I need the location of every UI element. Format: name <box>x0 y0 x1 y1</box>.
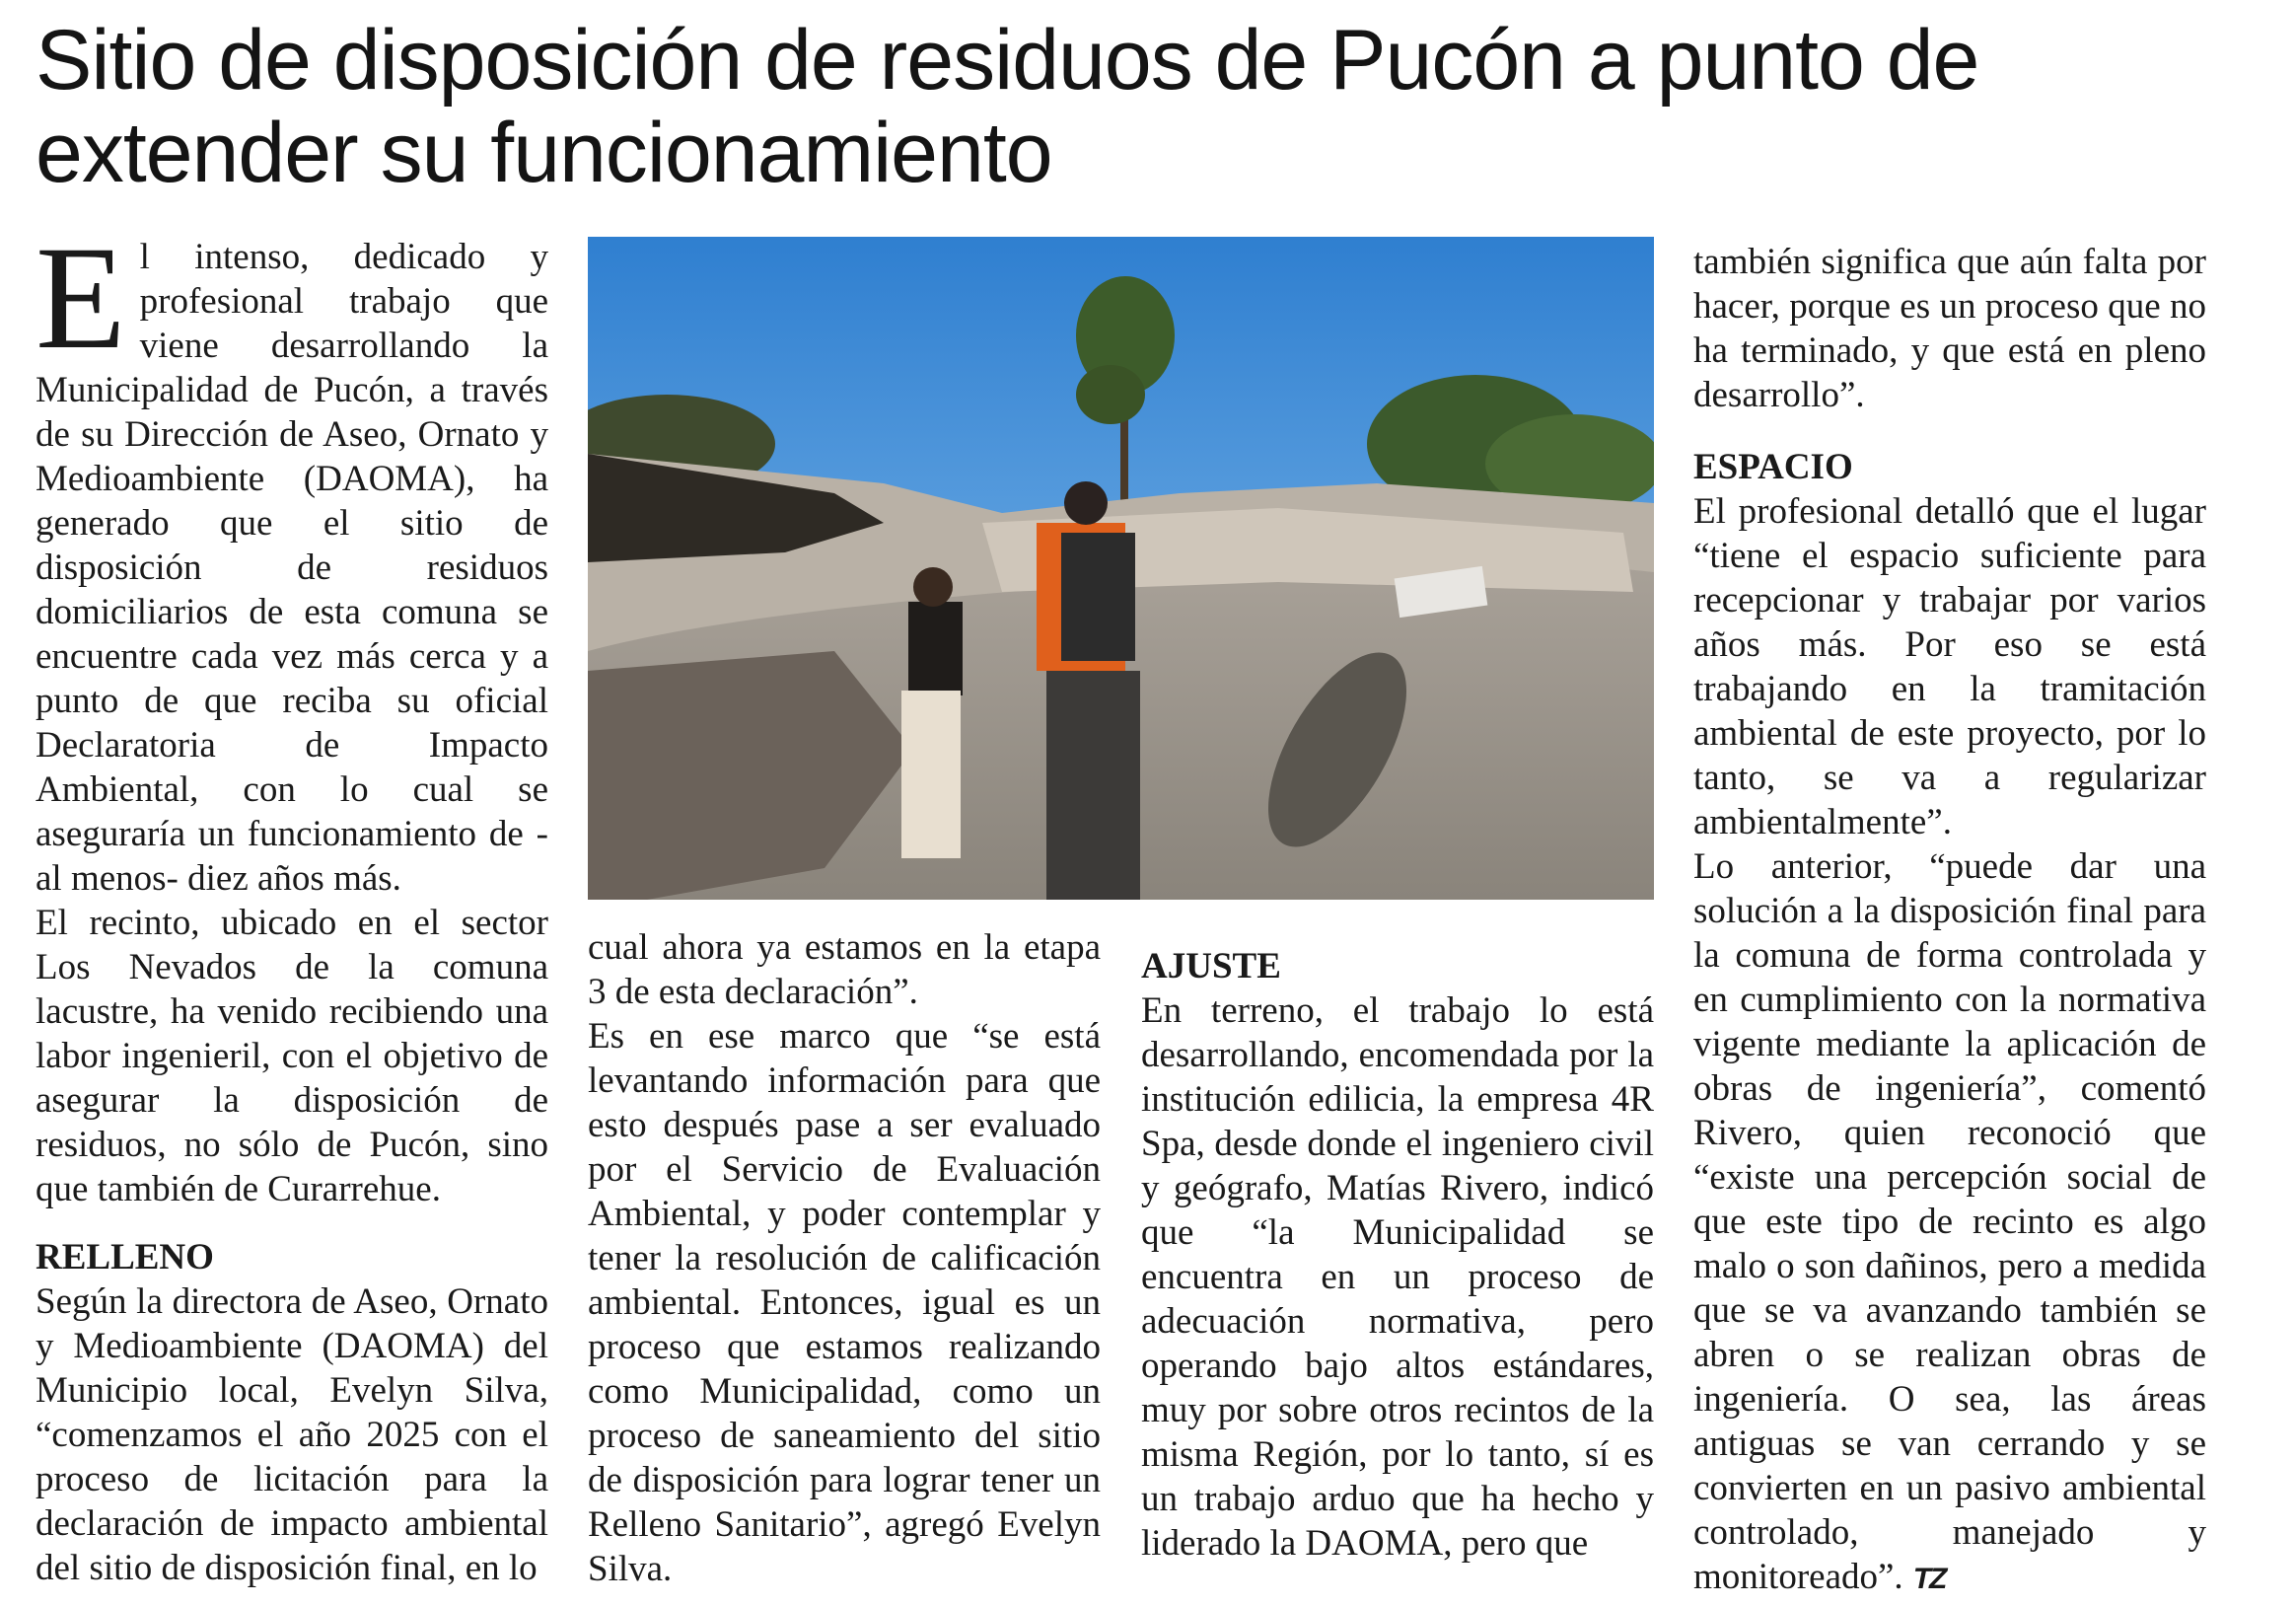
headline: Sitio de disposición de residuos de Pucón a punto de extender su funcionamiento <box>36 13 1979 200</box>
section-heading-relleno: RELLENO <box>36 1237 214 1278</box>
endmark-logo: TZ <box>1912 1563 1946 1595</box>
column-4 <box>1693 240 2206 1601</box>
espacio-paragraph-1: El profesional detalló que el lugar “tiene el espacio suficiente para recepcionar y trabajar por varios años más. Por eso se está trabajando en la tramitación ambiental de este proyecto, por lo tanto, se va a regularizar ambientalmente”. <box>1693 491 2206 842</box>
espacio-text-2: Lo anterior, “puede dar una solución a la disposición final para la comuna de forma controlada y en cumplimiento con la normativa vigente mediante la aplicación de obras de ingeniería”, comentó Rivero, quien reconoció que “existe una percepción social de que este tipo de recinto es algo malo o son dañinos, pero a medida que se va avanzando también se abren o se realizan obras de ingeniería. O sea, las áreas antiguas se van cerrando y se convierten en un pasivo ambiental controlado, manejado y monitoreado”. <box>1693 846 2206 1597</box>
column-3 <box>1141 944 1654 1566</box>
intro-paragraph-1 <box>36 216 548 901</box>
col4-paragraph-1: también significa que aún falta por hacer, porque es un proceso que no ha terminado, y que está en pleno desarrollo”. <box>1693 242 2206 415</box>
intro-paragraph-2: El recinto, ubicado en el sector Los Nevados de la comuna lacustre, ha venido recibiendo una labor ingenieril, con el objetivo de asegurar la disposición de residuos, no sólo de Pucón, sino que también de Curarrehue. <box>36 903 548 1209</box>
relleno-paragraph-1: Según la directora de Aseo, Ornato y Medioambiente (DAOMA) del Municipio local, Evelyn Silva, “comenzamos el año 2025 con el proceso de licitación para la declaración de impacto ambiental del sitio de disposición final, en lo <box>36 1281 548 1588</box>
col2-paragraph-1: cual ahora ya estamos en la etapa 3 de esta declaración”. <box>588 927 1101 1012</box>
section-heading-espacio: ESPACIO <box>1693 447 1853 487</box>
drop-cap: E <box>36 216 126 380</box>
column-2 <box>588 925 1101 1591</box>
ajuste-paragraph-1: En terreno, el trabajo lo está desarrollando, encomendada por la institución edilicia, la empresa 4R Spa, desde donde el ingeniero civil y geógrafo, Matías Rivero, indicó que “la Municipalidad se encuentra en un proceso de adecuación normativa, pero operando bajo altos estándares, muy por sobre otros recintos de la misma Región, por lo tanto, sí es un trabajo arduo que ha hecho y liderado la DAOMA, pero que <box>1141 990 1654 1564</box>
col2-paragraph-2: Es en ese marco que “se está levantando información para que esto después pase a ser evaluado por el Servicio de Evaluación Ambiental, y poder contemplar y tener la resolución de calificación ambiental. Entonces, igual es un proceso que estamos realizando como Municipalidad, como un proceso de saneamiento del sitio de disposición para lograr tener un Relleno Sanitario”, agregó Evelyn Silva. <box>588 1016 1101 1589</box>
article-photo <box>588 237 1654 900</box>
espacio-paragraph-2 <box>1693 844 2206 1601</box>
intro-text-1: l intenso, dedicado y profesional trabajo que viene desarrollando la Municipalidad de Pucón, a través de su Dirección de Aseo, Ornato y Medioambiente (DAOMA), ha generado que el sitio de disposición de residuos domiciliarios de esta comuna se encuentre cada vez más cerca y a punto de que reciba su oficial Declaratoria de Impacto Ambiental, con lo cual se aseguraría un funcionamiento de -al menos- diez años más. <box>36 237 548 899</box>
column-1 <box>36 216 548 1590</box>
section-heading-ajuste: AJUSTE <box>1141 946 1281 986</box>
